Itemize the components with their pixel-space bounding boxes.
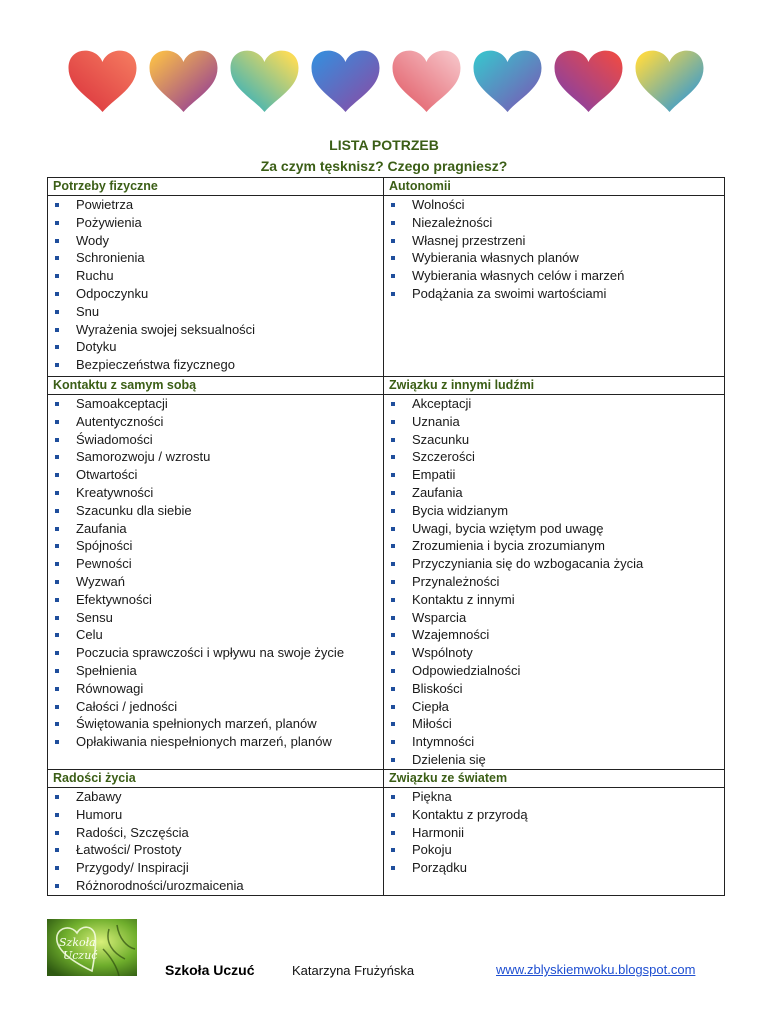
page-title: LISTA POTRZEB: [329, 137, 439, 153]
list-item: Zabawy: [48, 788, 383, 806]
list-item: Bliskości: [384, 680, 724, 698]
section-cell-autonomy: [384, 196, 725, 377]
heart-icon: [69, 51, 137, 112]
list-item: Celu: [48, 626, 383, 644]
list-item: Szacunku: [384, 431, 724, 449]
list-item: Odpoczynku: [48, 285, 383, 303]
list-item: Zrozumienia i bycia zrozumianym: [384, 537, 724, 555]
logo-text-top: Szkoła: [59, 936, 96, 949]
list-item: Ciepła: [384, 698, 724, 716]
list-item: Łatwości/ Prostoty: [48, 841, 383, 859]
list-item: Wzajemności: [384, 626, 724, 644]
list-item: Wybierania własnych celów i marzeń: [384, 267, 724, 285]
list-item: Efektywności: [48, 591, 383, 609]
section-heading-autonomy: Autonomii: [384, 178, 725, 196]
list-item: Odpowiedzialności: [384, 662, 724, 680]
list-item: Wolności: [384, 196, 724, 214]
list-item: Otwartości: [48, 466, 383, 484]
list-item: Świętowania spełnionych marzeń, planów: [48, 715, 383, 733]
list-item: Spełnienia: [48, 662, 383, 680]
section-heading-physical: Potrzeby fizyczne: [48, 178, 384, 196]
needs-table: [47, 177, 725, 896]
school-logo: [47, 919, 137, 976]
list-item: Porządku: [384, 859, 724, 877]
logo-text-bottom: Uczuć: [63, 949, 98, 962]
list-item: Świadomości: [48, 431, 383, 449]
section-cell-others: [384, 395, 725, 770]
list-item: Różnorodności/urozmaicenia: [48, 877, 383, 895]
list-item: Radości, Szczęścia: [48, 824, 383, 842]
list-item: Szczerości: [384, 448, 724, 466]
section-cell-physical: [48, 196, 384, 377]
list-item: Całości / jedności: [48, 698, 383, 716]
list-item: Przygody/ Inspiracji: [48, 859, 383, 877]
section-cell-joy: [48, 788, 384, 896]
list-item: Zaufania: [384, 484, 724, 502]
list-item: Zaufania: [48, 520, 383, 538]
list-item: Spójności: [48, 537, 383, 555]
list-item: Samorozwoju / wzrostu: [48, 448, 383, 466]
list-item: Pożywienia: [48, 214, 383, 232]
heart-icon: [555, 51, 623, 112]
section-cell-self: [48, 395, 384, 770]
section-heading-self: Kontaktu z samym sobą: [48, 377, 384, 395]
list-item: Niezależności: [384, 214, 724, 232]
list-item: Kreatywności: [48, 484, 383, 502]
list-item: Autentyczności: [48, 413, 383, 431]
heart-icon: [231, 51, 299, 112]
list-item: Opłakiwania niespełnionych marzeń, planów: [48, 733, 383, 751]
list-item: Wody: [48, 232, 383, 250]
list-item: Wyrażenia swojej seksualności: [48, 321, 383, 339]
heart-icon: [393, 51, 461, 112]
list-item: Sensu: [48, 609, 383, 627]
list-item: Harmonii: [384, 824, 724, 842]
list-item: Powietrza: [48, 196, 383, 214]
list-item: Ruchu: [48, 267, 383, 285]
needs-list-physical: [48, 196, 383, 374]
list-item: Humoru: [48, 806, 383, 824]
heart-icon: [636, 51, 704, 112]
list-item: Pewności: [48, 555, 383, 573]
list-item: Akceptacji: [384, 395, 724, 413]
list-item: Bezpieczeństwa fizycznego: [48, 356, 383, 374]
list-item: Pokoju: [384, 841, 724, 859]
list-item: Empatii: [384, 466, 724, 484]
list-item: Bycia widzianym: [384, 502, 724, 520]
list-item: Przynależności: [384, 573, 724, 591]
list-item: Dotyku: [48, 338, 383, 356]
list-item: Wsparcia: [384, 609, 724, 627]
list-item: Uznania: [384, 413, 724, 431]
list-item: Własnej przestrzeni: [384, 232, 724, 250]
list-item: Przyczyniania się do wzbogacania życia: [384, 555, 724, 573]
footer-author: Katarzyna Frużyńska: [292, 963, 415, 978]
list-item: Równowagi: [48, 680, 383, 698]
needs-list-self: [48, 395, 383, 751]
section-heading-others: Związku z innymi ludźmi: [384, 377, 725, 395]
footer-blog-link[interactable]: www.zblyskiemwoku.blogspot.com: [496, 962, 696, 977]
list-item: Wspólnoty: [384, 644, 724, 662]
section-heading-joy: Radości życia: [48, 770, 384, 788]
list-item: Uwagi, bycia wziętym pod uwagę: [384, 520, 724, 538]
list-item: Schronienia: [48, 249, 383, 267]
hearts-banner: [62, 40, 710, 120]
list-item: Snu: [48, 303, 383, 321]
heart-icon: [150, 51, 218, 112]
heart-icon: [312, 51, 380, 112]
list-item: Poczucia sprawczości i wpływu na swoje życie: [48, 644, 383, 662]
page-subtitle: Za czym tęsknisz? Czego pragniesz?: [260, 158, 508, 174]
list-item: Kontaktu z przyrodą: [384, 806, 724, 824]
list-item: Miłości: [384, 715, 724, 733]
list-item: Piękna: [384, 788, 724, 806]
needs-list-autonomy: [384, 196, 724, 303]
list-item: Podążania za swoimi wartościami: [384, 285, 724, 303]
list-item: Samoakceptacji: [48, 395, 383, 413]
list-item: Dzielenia się: [384, 751, 724, 769]
list-item: Intymności: [384, 733, 724, 751]
list-item: Szacunku dla siebie: [48, 502, 383, 520]
footer-school-name: Szkoła Uczuć: [165, 962, 255, 978]
list-item: Wyzwań: [48, 573, 383, 591]
list-item: Wybierania własnych planów: [384, 249, 724, 267]
heart-icon: [474, 51, 542, 112]
needs-list-world: [384, 788, 724, 877]
section-cell-world: [384, 788, 725, 896]
needs-list-others: [384, 395, 724, 769]
list-item: Kontaktu z innymi: [384, 591, 724, 609]
section-heading-world: Związku ze światem: [384, 770, 725, 788]
needs-list-joy: [48, 788, 383, 895]
